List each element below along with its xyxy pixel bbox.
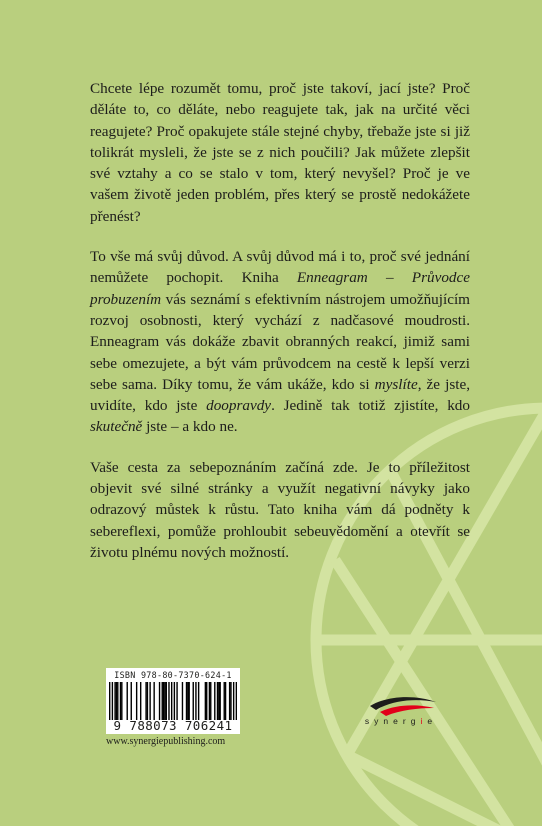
text-run: jste – a kdo ne. [142,418,238,436]
barcode-bar [195,682,196,720]
barcode-bar [162,682,163,720]
barcode-digits: 9 788073 706241 [113,718,233,733]
paragraph-3 [90,457,470,563]
barcode-bar [187,682,188,720]
barcode-bar [163,682,164,720]
synergie-logo-icon [356,688,446,738]
barcode-bar [114,682,115,720]
barcode-bar [209,682,210,720]
barcode-bar [188,682,189,720]
text-run: To vše má svůj důvod. A svůj důvod má i to, proč své jednání nemůžete pochopit. Kniha [90,248,470,287]
barcode-bar [116,682,117,720]
barcode-bar [149,682,150,720]
barcode-bar [164,682,165,720]
barcode-bar [120,682,121,720]
text-run: Vaše cesta za sebepoznáním začíná zde. Je to příležitost objevit své silné stránky a využít negativní návyky jako odrazový můstek k růstu. Tato kniha vám dá podněty k sebereflexi, pomůže prohloubit sebeuvědomění a otevřít se životu plnému nových možností. [90,458,470,561]
barcode-bar [140,682,141,720]
barcode-bar [210,682,211,720]
barcode-bar [218,682,219,720]
publisher-website: www.synergiepublishing.com [106,736,226,747]
barcode-bar [109,682,110,720]
text-run: Chcete lépe rozumět tomu, proč jste takoví, jací jste? Proč děláte to, co děláte, nebo reagujete tak, jak na určité věci reagujete? Proč opakujete stále stejné chyby, třebaže jste si již tolikrát mysleli, že jste se z nich poučili? Jak můžete zlepšit své vztahy a co se stalo v tom, který nevyšel? Proč je ve vašem životě jeden problém, přes který se prostě nedokážete přenést? [90,80,470,225]
barcode-bar [193,682,194,720]
text-run: . Jedině tak totiž zjistíte, kdo [271,397,470,415]
barcode-bars [109,682,237,720]
barcode-bar [233,682,234,720]
barcode-bar [171,682,172,720]
barcode-bar [182,682,183,720]
barcode-bar [153,682,154,720]
publisher-logo-text [358,716,444,726]
barcode-bar [186,682,187,720]
barcode-bar [198,682,199,720]
barcode-bar [176,682,177,720]
barcode-bar [166,682,167,720]
text-run: vás seznámí s efektivním nástrojem umožňujícím rozvoj osobnosti, který vychází z nadčasové moudrosti. Enneagram vás dokáže zbavit obranných reakcí, jimiž sami sebe omezujete, a být vám průvodcem na cestě k lepší verzi sebe sama. Díky tomu, že vám ukáže, kdo si [90,290,470,393]
barcode-bar [229,682,230,720]
barcode-bar [230,682,231,720]
barcode-bar [224,682,225,720]
italic-text: doopravdy [206,397,272,415]
isbn-number: ISBN 978-80-7370-624-1 [114,670,232,680]
barcode-bar [117,682,118,720]
text-run: , že jste, uvidíte, kdo jste [90,375,470,415]
paragraph-2 [90,246,470,438]
barcode-bar [217,682,218,720]
italic-text: skutečně [90,418,143,436]
barcode-bar [121,682,122,720]
back-cover-text [90,78,470,582]
barcode-bar [112,682,113,720]
paragraph-1 [90,78,470,227]
barcode-bar [206,682,207,720]
barcode-bar [236,682,237,720]
isbn-barcode [106,668,240,734]
italic-text: myslíte [374,375,418,393]
logo-text-start: synerg [364,716,421,726]
italic-text: Enneagram – Průvodce probuzením [90,269,470,308]
barcode-bar [214,682,215,720]
barcode-bar [147,682,148,720]
barcode-bar [168,682,169,720]
logo-text-accent: i [420,716,428,726]
barcode-bar [174,682,175,720]
barcode-bar [205,682,206,720]
barcode-bar [159,682,160,720]
logo-text-end: e [427,716,438,726]
barcode-bar [225,682,226,720]
barcode-bar [145,682,146,720]
barcode-bar [136,682,137,720]
barcode-bar [127,682,128,720]
barcode-bar [131,682,132,720]
barcode-bar [219,682,220,720]
